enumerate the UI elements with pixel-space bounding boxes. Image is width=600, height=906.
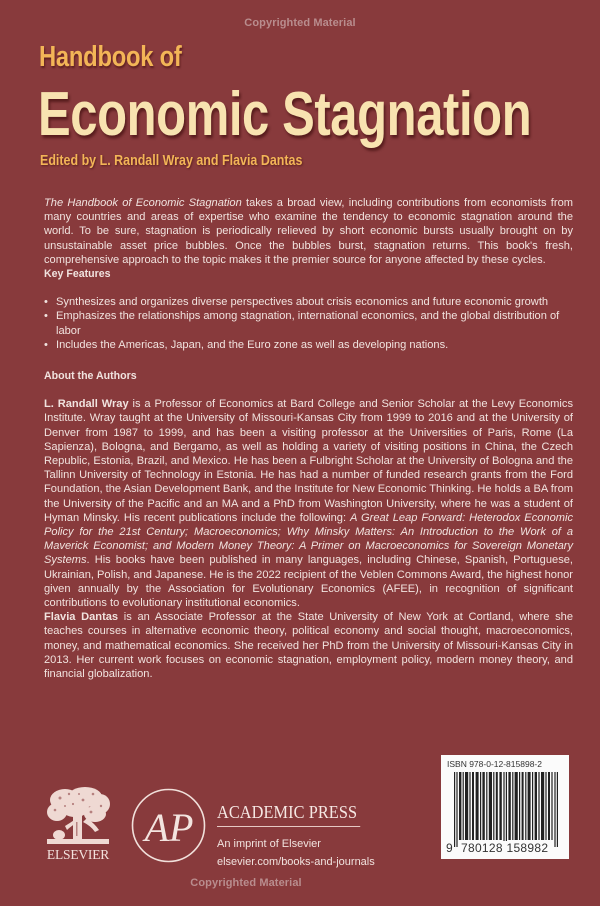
svg-text:AP: AP xyxy=(144,805,194,850)
isbn-barcode xyxy=(441,755,569,859)
copyright-watermark-bottom: Copyrighted Material xyxy=(190,877,302,889)
key-features-list xyxy=(44,295,573,352)
barcode-bars-icon xyxy=(454,772,558,847)
about-authors-heading: About the Authors xyxy=(44,370,137,383)
editors-line: Edited by L. Randall Wray and Flavia Dantas xyxy=(40,153,303,169)
wray-publications: A Great Leap Forward: Heterodox Economic Policy for the 21st Century; Macroeconomics; Why Minsky Matters: An Introduction to the Work of a Maverick Economist; and Modern Money Theory: A Primer on Macroeconomics for Sovereign Monetary Systems xyxy=(44,511,574,567)
publisher-imprint: An imprint of Elsevier xyxy=(217,838,321,850)
wray-name: L. Randall Wray xyxy=(44,398,129,411)
ean-first-digit: 9 xyxy=(446,841,453,855)
dantas-bio-text: is an Associate Professor at the State University of New York at Cortland, where she teaches courses in alternative economic theory, political economy and social thought, macroeconomics, money, and mathematical economics. She received her PhD from the University of Missouri-Kansas City in 2013. Her current work focuses on economic stagnation, employment policy, modern money theory, and financial globalization. xyxy=(44,611,573,681)
publisher-name: ACADEMIC PRESS xyxy=(217,802,360,827)
isbn-label: ISBN 978-0-12-815898-2 xyxy=(447,759,542,769)
feature-item: • Emphasizes the relationships among stagnation, international economics, and the global distribution of labor xyxy=(44,309,573,337)
elsevier-tree-icon xyxy=(45,786,111,846)
intro-book-title: The Handbook of Economic Stagnation xyxy=(44,197,242,209)
title-line-1: Handbook of xyxy=(39,41,182,73)
intro-paragraph xyxy=(44,196,573,267)
description-content xyxy=(44,196,573,681)
feature-item: • Synthesizes and organizes diverse perspectives about crisis economics and future economic growth xyxy=(44,295,573,309)
copyright-watermark-top: Copyrighted Material xyxy=(244,17,356,29)
elsevier-logo xyxy=(43,786,113,866)
wray-bio-text-1: is a Professor of Economics at Bard College and Senior Scholar at the Levy Economics Institute. Wray taught at the University of Missouri-Kansas City from 1999 to 2016 and at the University of Denver from 1987 to 1999, and has been a visiting professor at the Universities of Paris, Rome (La Sapienza), Bologna, and Bergamo, as well as holding a variety of visiting positions in China, the Czech Republic, Estonia, Brazil, and Mexico. He has been a Fulbright Scholar at the University of Bologna and the Tallinn University of Technology in Estonia. He has had a number of funded research grants from the Ford Foundation, the Asian Development Bank, and the Institute for New Economic Thinking. He holds a BA from the University of the Pacific and an MA and a PhD from Washington University, where he was a student of Hyman Minsky. His recent publications include the following: xyxy=(44,398,573,524)
elsevier-wordmark: ELSEVIER xyxy=(46,847,110,862)
key-features-heading: Key Features xyxy=(44,268,111,281)
ean-remaining-digits: 780128 158982 xyxy=(461,841,549,855)
wray-bio-text-2: . His books have been published in many languages, including Chinese, Spanish, Portuguese, Ukrainian, Polish, and Japanese. He is the 2022 recipient of the Veblen Commons Award, the highest honor given annually by the Association for Evolutionary Economics (AFEE), in recognition of significant contributions to evolutionary institutional economics. xyxy=(44,554,573,610)
publisher-website: elsevier.com/books-and-journals xyxy=(217,856,375,868)
feature-item: • Includes the Americas, Japan, and the Euro zone as well as developing nations. xyxy=(44,338,573,352)
intro-text: takes a broad view, including contributions from economists from many countries and areas of expertise who examine the tendency to economic stagnation around the world. To be sure, stagnation is periodically relieved by short economic bursts usually brought on by unsustainable asset price bubbles. Once the bubbles burst, stagnation returns. This book's fresh, comprehensive approach to the topic makes it the premier source for anyone affected by these cycles. xyxy=(44,197,573,266)
dantas-name: Flavia Dantas xyxy=(44,611,119,624)
academic-press-ap-logo-icon xyxy=(130,787,207,864)
title-line-2: Economic Stagnation xyxy=(38,80,532,149)
publisher-block xyxy=(217,802,373,871)
wray-bio xyxy=(44,397,573,610)
dantas-bio xyxy=(44,610,573,681)
